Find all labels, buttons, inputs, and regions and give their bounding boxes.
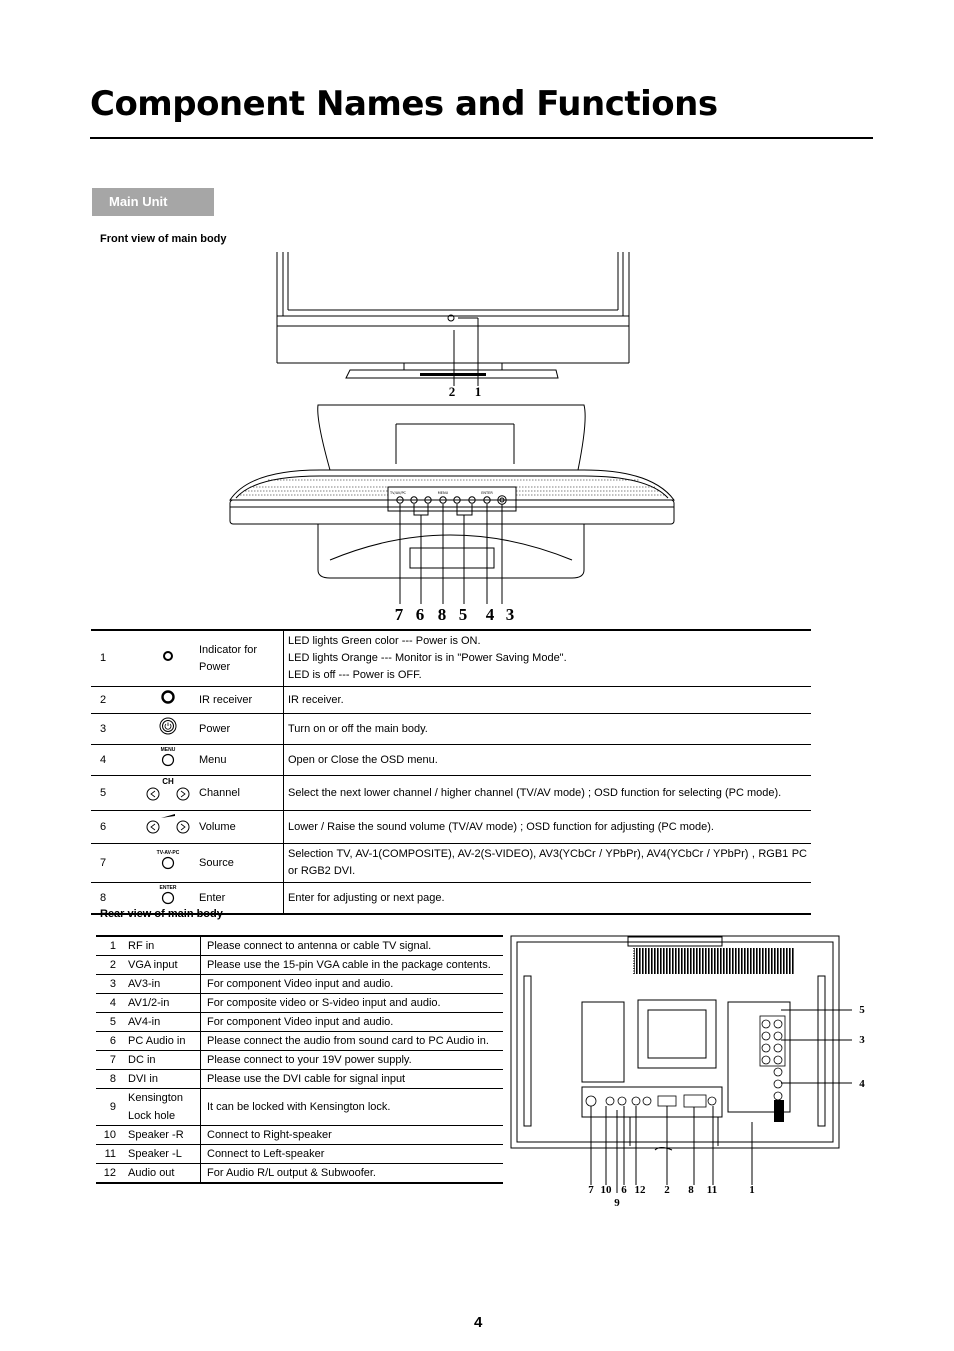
front-callout-2: 2	[448, 384, 456, 399]
item-name: Enter	[195, 883, 284, 915]
source-icon-label: TV-AV-PC	[156, 850, 180, 856]
front-view-caption: Front view of main body	[100, 233, 227, 245]
item-description: Open or Close the OSD menu.	[284, 745, 812, 776]
item-number: 1	[91, 630, 141, 687]
item-number: 7	[96, 1051, 122, 1070]
front-callout-5: 5	[458, 605, 468, 624]
page-title: Component Names and Functions	[90, 84, 718, 124]
panel-label-enter: ENTER	[481, 491, 493, 495]
item-number: 9	[96, 1089, 122, 1126]
item-number: 4	[96, 994, 122, 1013]
rear-callout-10: 10	[600, 1184, 612, 1196]
item-description: For component Video input and audio.	[201, 1013, 504, 1032]
item-number: 3	[96, 975, 122, 994]
item-number: 8	[96, 1070, 122, 1089]
item-name: Power	[195, 714, 284, 745]
item-name: Speaker -L	[122, 1145, 201, 1164]
item-name: Indicator for Power	[195, 630, 284, 687]
item-name: Channel	[195, 776, 284, 811]
front-callout-3: 3	[505, 605, 515, 624]
menu-icon-label: MENU	[160, 747, 176, 753]
item-description: Please connect to antenna or cable TV signal.	[201, 936, 504, 956]
item-description: Selection TV, AV-1(COMPOSITE), AV-2(S-VIDEO), AV3(YCbCr / YPbPr), AV4(YCbCr / YPbPr) , RGB1 PC or RGB2 DVI.	[284, 844, 812, 883]
section-tab-main-unit: Main Unit	[92, 188, 214, 216]
item-number: 11	[96, 1145, 122, 1164]
item-name: Source	[195, 844, 284, 883]
item-description: Please use the 15-pin VGA cable in the package contents.	[201, 956, 504, 975]
panel-label-source: TV/AV/PC	[389, 491, 407, 495]
item-number: 2	[91, 687, 141, 714]
enter-icon-label: ENTER	[159, 885, 177, 891]
front-callout-4: 4	[485, 605, 495, 624]
item-number: 10	[96, 1126, 122, 1145]
rear-callout-4: 4	[859, 1078, 865, 1090]
rf-in-connector	[774, 1100, 784, 1122]
item-number: 1	[96, 936, 122, 956]
item-description: Please connect to your 19V power supply.	[201, 1051, 504, 1070]
item-description: Please use the DVI cable for signal input	[201, 1070, 504, 1089]
item-name: PC Audio in	[122, 1032, 201, 1051]
item-description: Select the next lower channel / higher channel (TV/AV mode) ; OSD function for selecting (PC mode).	[284, 776, 812, 811]
item-name: IR receiver	[195, 687, 284, 714]
channel-icon-label: CH	[162, 777, 174, 786]
item-description: For Audio R/L output & Subwoofer.	[201, 1164, 504, 1184]
item-number: 5	[96, 1013, 122, 1032]
item-number: 6	[91, 811, 141, 844]
item-number: 5	[91, 776, 141, 811]
item-name: AV3-in	[122, 975, 201, 994]
item-number: 8	[91, 883, 141, 915]
rear-callout-1: 1	[749, 1184, 755, 1196]
rear-callout-2: 2	[664, 1184, 670, 1196]
item-description: IR receiver.	[284, 687, 812, 714]
front-callout-1: 1	[474, 384, 482, 399]
item-name: DC in	[122, 1051, 201, 1070]
item-description: For composite video or S-video input and audio.	[201, 994, 504, 1013]
item-description: Enter for adjusting or next page.	[284, 883, 812, 915]
front-callout-8: 8	[437, 605, 447, 624]
rear-vent-area	[634, 948, 794, 974]
front-callout-6: 6	[415, 605, 425, 624]
rear-callout-12: 12	[634, 1184, 646, 1196]
item-name: RF in	[122, 936, 201, 956]
panel-label-menu: MENU	[437, 491, 449, 495]
item-number: 6	[96, 1032, 122, 1051]
item-name: Speaker -R	[122, 1126, 201, 1145]
item-number: 12	[96, 1164, 122, 1184]
item-description: Lower / Raise the sound volume (TV/AV mode) ; OSD function for adjusting (PC mode).	[284, 811, 812, 844]
front-callout-7: 7	[394, 605, 404, 624]
rear-view-caption: Rear view of main body	[100, 908, 223, 920]
item-number: 7	[91, 844, 141, 883]
item-number: 3	[91, 714, 141, 745]
item-name: AV1/2-in	[122, 994, 201, 1013]
item-name: VGA input	[122, 956, 201, 975]
rear-callout-5: 5	[859, 1004, 865, 1016]
item-description: Please connect the audio from sound card to PC Audio in.	[201, 1032, 504, 1051]
item-name: Audio out	[122, 1164, 201, 1184]
rear-callout-7: 7	[588, 1184, 594, 1196]
item-description: It can be locked with Kensington lock.	[201, 1089, 504, 1126]
item-name: Kensington Lock hole	[122, 1089, 201, 1126]
item-description: Connect to Right-speaker	[201, 1126, 504, 1145]
rear-callout-3: 3	[859, 1034, 865, 1046]
item-description: Turn on or off the main body.	[284, 714, 812, 745]
rear-callout-9: 9	[614, 1197, 620, 1209]
item-name: AV4-in	[122, 1013, 201, 1032]
rear-callout-11: 11	[706, 1184, 718, 1196]
rear-callout-6: 6	[621, 1184, 627, 1196]
rear-callout-8: 8	[688, 1184, 694, 1196]
item-description: Connect to Left-speaker	[201, 1145, 504, 1164]
item-number: 2	[96, 956, 122, 975]
item-number: 4	[91, 745, 141, 776]
item-description: For component Video input and audio.	[201, 975, 504, 994]
item-name: Volume	[195, 811, 284, 844]
item-description: LED lights Green color --- Power is ON. LED lights Orange --- Monitor is in "Power Saving Mode". LED is off --- Power is OFF.	[284, 630, 812, 687]
item-name: Menu	[195, 745, 284, 776]
page-number: 4	[474, 1314, 483, 1331]
item-name: DVI in	[122, 1070, 201, 1089]
